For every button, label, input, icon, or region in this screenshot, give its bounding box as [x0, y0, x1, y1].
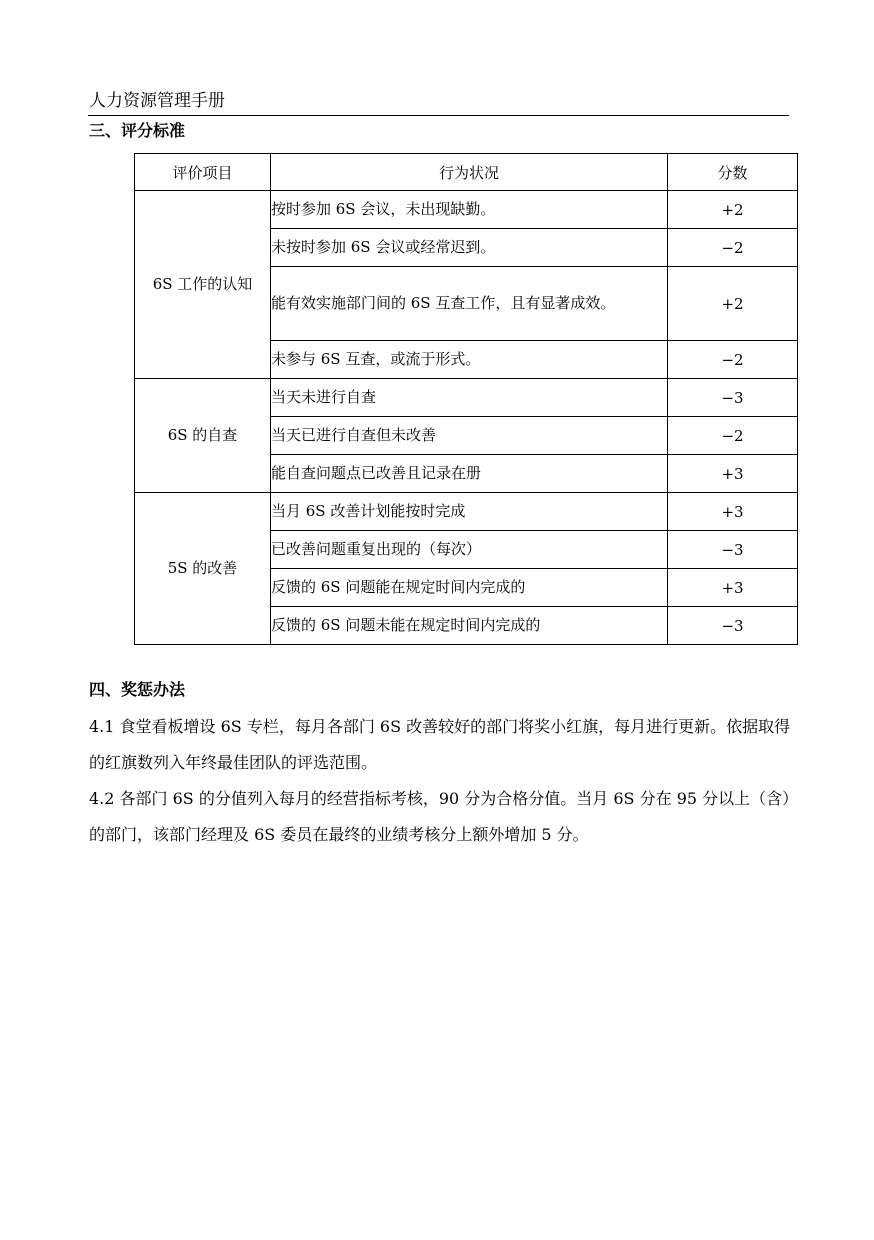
- behavior-cell: 当天已进行自查但未改善: [271, 417, 668, 455]
- score-cell: +3: [668, 455, 798, 493]
- behavior-cell: 能有效实施部门间的 6S 互查工作，且有显著成效。: [271, 267, 668, 341]
- category-cell: 6S 工作的认知: [135, 191, 271, 379]
- category-cell: 5S 的改善: [135, 493, 271, 645]
- score-cell: +2: [668, 191, 798, 229]
- behavior-cell: 未按时参加 6S 会议或经常迟到。: [271, 229, 668, 267]
- score-cell: −3: [668, 607, 798, 645]
- score-cell: −3: [668, 531, 798, 569]
- paragraph-4-2: 4.2 各部门 6S 的分值列入每月的经营指标考核，90 分为合格分值。当月 6S 分在 95 分以上（含）的部门，该部门经理及 6S 委员在最终的业绩考核分上额外增加 5 分。: [89, 789, 791, 844]
- behavior-cell: 按时参加 6S 会议，未出现缺勤。: [271, 191, 668, 229]
- behavior-cell: 未参与 6S 互查，或流于形式。: [271, 341, 668, 379]
- scoring-table: [134, 153, 798, 645]
- score-cell: −2: [668, 229, 798, 267]
- score-cell: +3: [668, 493, 798, 531]
- score-cell: −3: [668, 379, 798, 417]
- behavior-cell: 能自查问题点已改善且记录在册: [271, 455, 668, 493]
- category-cell: 6S 的自查: [135, 379, 271, 493]
- section-heading-rewards: 四、奖惩办法: [89, 680, 186, 699]
- score-cell: −2: [668, 417, 798, 455]
- score-cell: +3: [668, 569, 798, 607]
- behavior-cell: 已改善问题重复出现的（每次）: [271, 531, 668, 569]
- score-cell: +2: [668, 267, 798, 341]
- section-heading-scoring: 三、评分标准: [89, 121, 186, 140]
- behavior-cell: 当月 6S 改善计划能按时完成: [271, 493, 668, 531]
- document-header-title: 人力资源管理手册: [89, 91, 225, 111]
- table-row: [135, 191, 798, 229]
- column-header-score: 分数: [668, 154, 798, 191]
- table-header-row: [135, 154, 798, 191]
- behavior-cell: 反馈的 6S 问题未能在规定时间内完成的: [271, 607, 668, 645]
- behavior-cell: 当天未进行自查: [271, 379, 668, 417]
- column-header-item: 评价项目: [135, 154, 271, 191]
- header-rule: [88, 115, 789, 116]
- table-row: [135, 493, 798, 531]
- column-header-behavior: 行为状况: [271, 154, 668, 191]
- behavior-cell: 反馈的 6S 问题能在规定时间内完成的: [271, 569, 668, 607]
- table-row: [135, 379, 798, 417]
- paragraph-4-1: 4.1 食堂看板增设 6S 专栏，每月各部门 6S 改善较好的部门将奖小红旗，每月进行更新。依据取得的红旗数列入年终最佳团队的评选范围。: [89, 717, 791, 772]
- score-cell: −2: [668, 341, 798, 379]
